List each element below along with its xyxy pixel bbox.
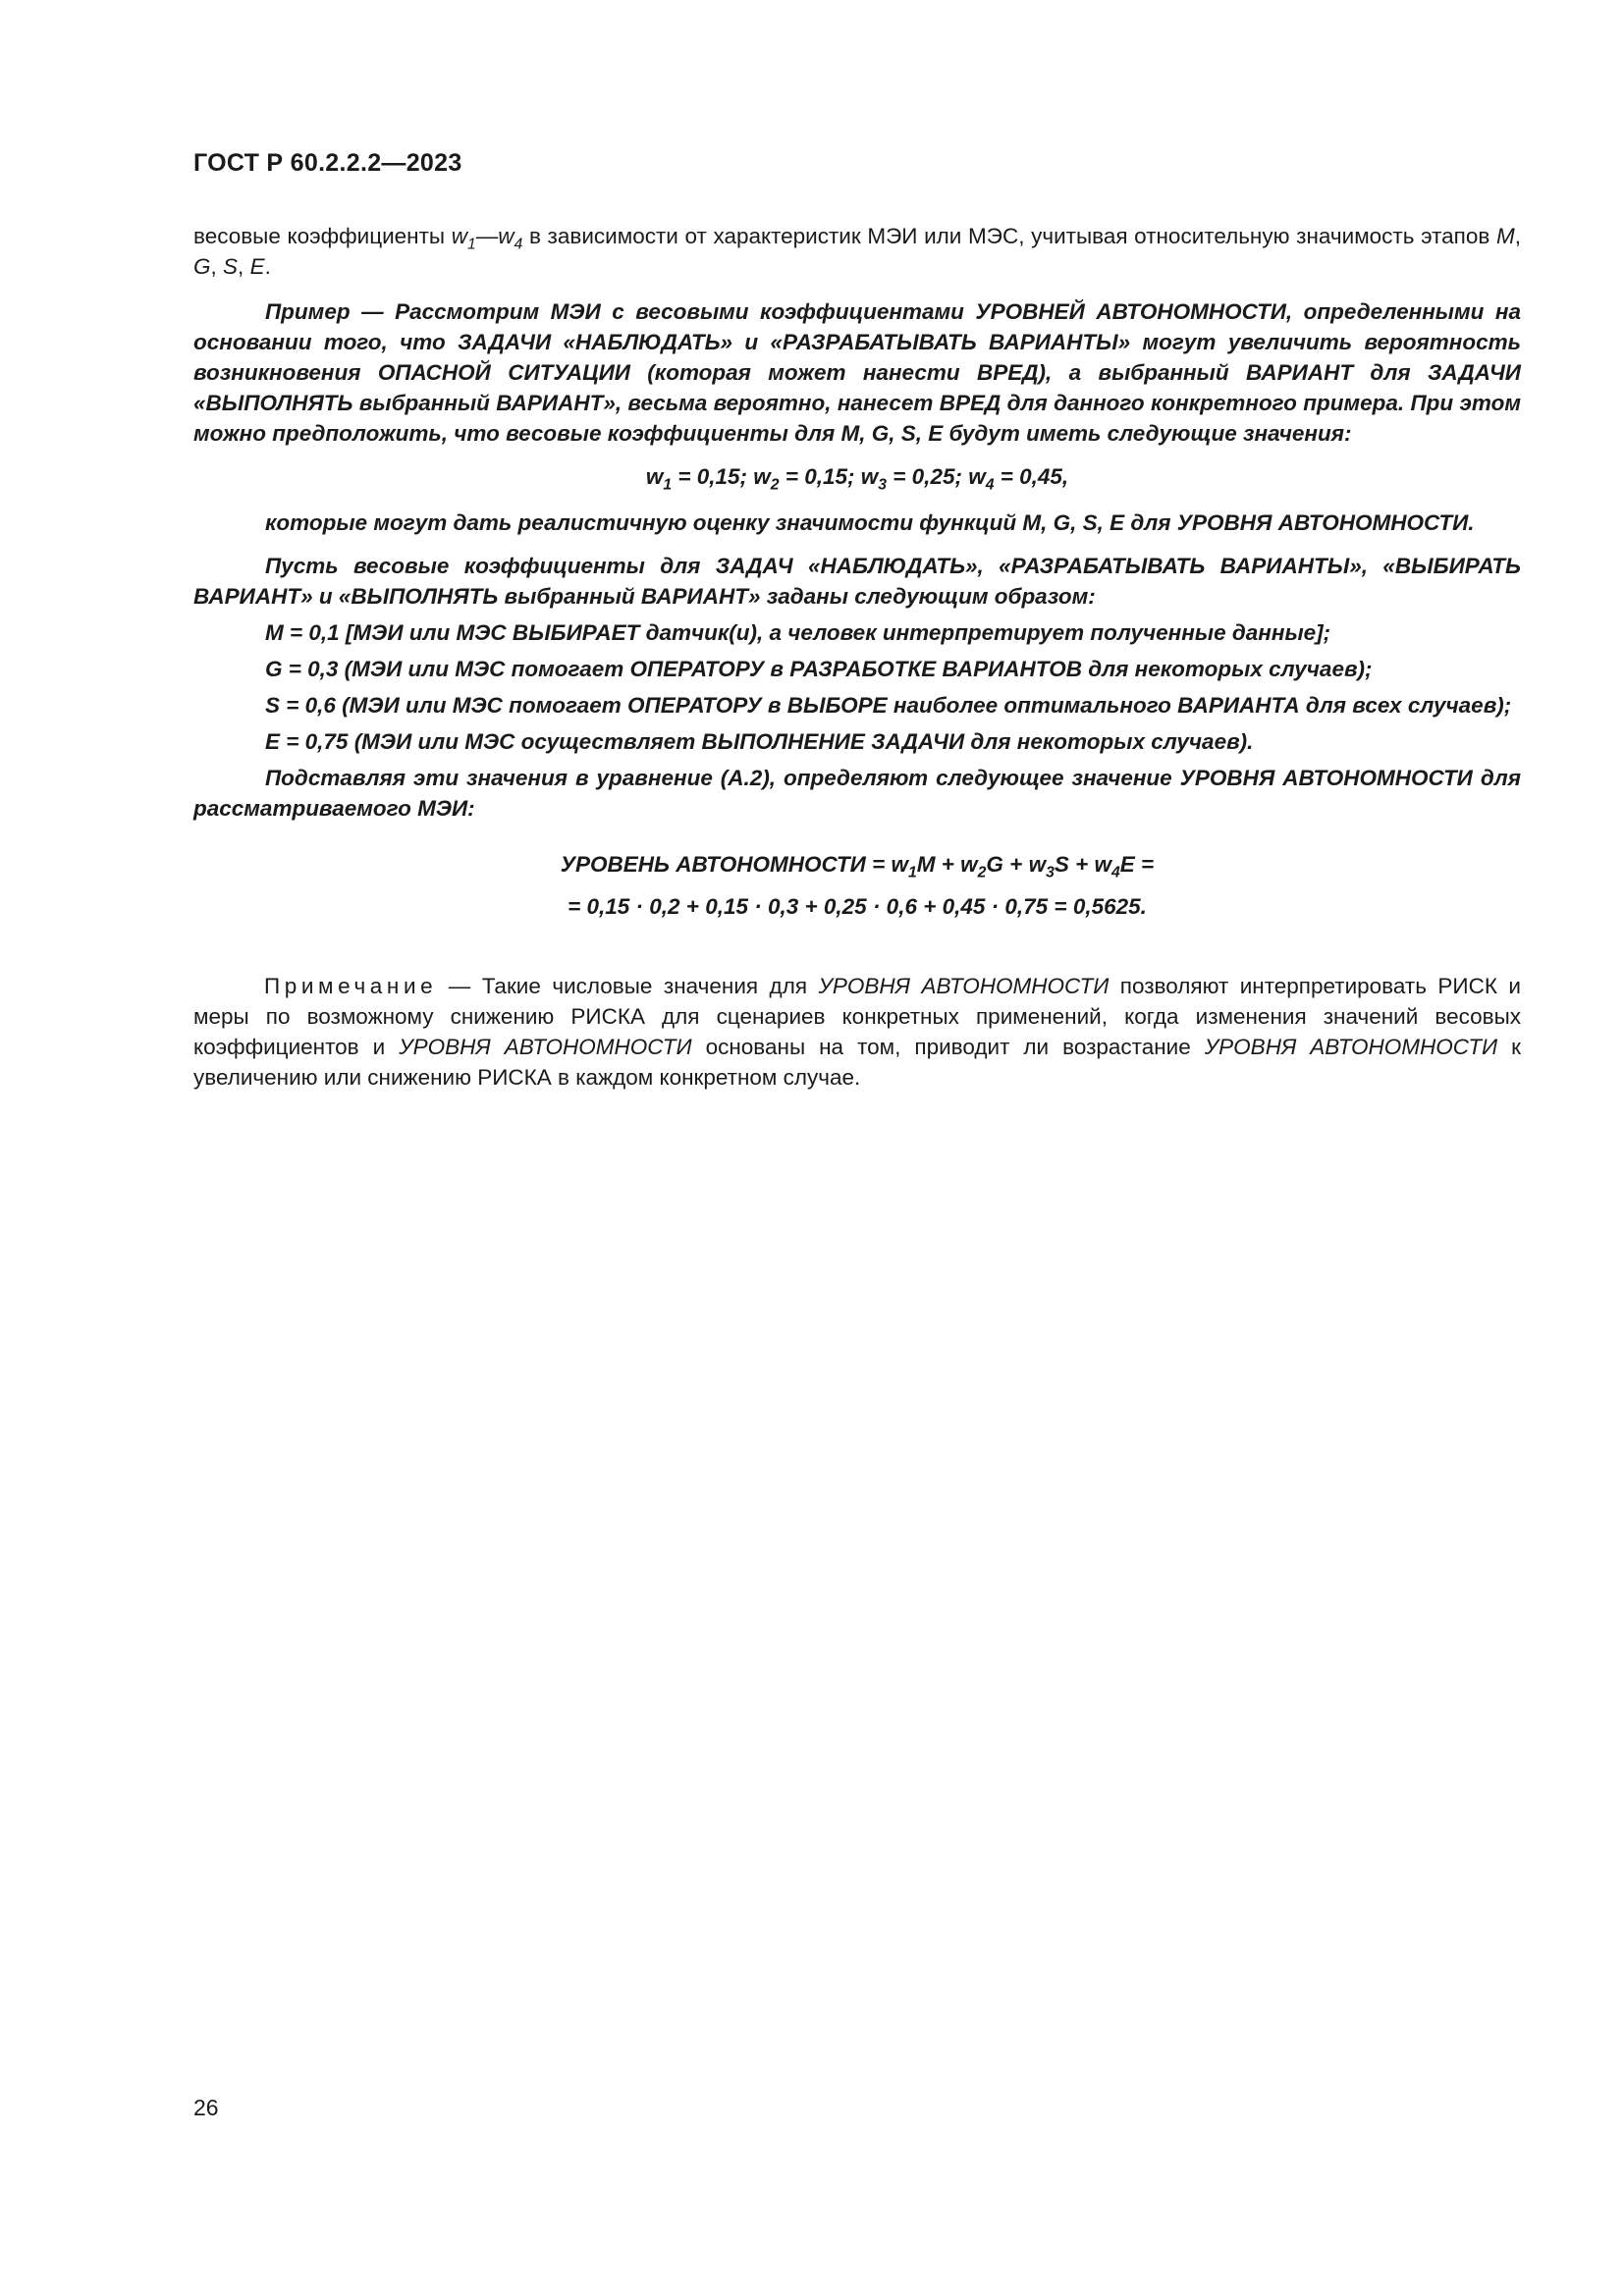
var-w4-sub: 4 xyxy=(514,236,523,253)
weight-w4-value: = 0,45, xyxy=(994,464,1069,489)
intro-text-2: в зависимости от характеристик МЭИ или МЭС, учитывая относительную значимость этапов xyxy=(522,224,1496,248)
example-m-line: M = 0,1 [МЭИ или МЭС ВЫБИРАЕТ датчик(и), а человек интерпретирует полученные данные]; xyxy=(265,620,1331,645)
note-italic-2: УРОВНЯ АВТОНОМНОСТИ xyxy=(399,1035,692,1059)
var-w1 xyxy=(451,224,476,253)
formula-w1-letter: w xyxy=(891,852,908,877)
formula-term-1: M + xyxy=(916,852,961,877)
weight-w3-letter: w xyxy=(860,464,879,489)
var-w4 xyxy=(498,224,523,253)
note-text-2: позволяют интерпретировать РИСК и меры по возможному снижению РИСКА для сценариев конкретных применений, когда изменения значений весовых коэффициентов и xyxy=(193,974,1521,1059)
example-paragraph-2: которые могут дать реалистичную оценку значимости функций M, G, S, E для УРОВНЯ АВТОНОМНОСТИ. xyxy=(265,510,1475,535)
example-paragraph-3: Пусть весовые коэффициенты для ЗАДАЧ «НАБЛЮДАТЬ», «РАЗРАБАТЫВАТЬ ВАРИАНТЫ», «ВЫБИРАТЬ ВАРИАНТ» и «ВЫПОЛНЯТЬ выбранный ВАРИАНТ» заданы следующим образом: xyxy=(193,554,1521,609)
weight-w1-sub: 1 xyxy=(663,476,673,494)
intro-comma-1: , xyxy=(1514,224,1521,248)
example-s-line: S = 0,6 (МЭИ или МЭС помогает ОПЕРАТОРУ в ВЫБОРЕ наиболее оптимального ВАРИАНТА для всех случаев); xyxy=(265,693,1512,718)
intro-comma-2: , xyxy=(210,254,224,279)
var-w1-sub: 1 xyxy=(467,236,476,253)
var-e: E xyxy=(249,254,265,279)
note-label: Примечание xyxy=(264,974,438,998)
page-body xyxy=(193,221,1521,1093)
weight-w2-sub: 2 xyxy=(770,476,780,494)
intro-paragraph xyxy=(193,221,1521,282)
formula-lhs: УРОВЕНЬ АВТОНОМНОСТИ = xyxy=(560,852,892,877)
formula-w2-letter: w xyxy=(960,852,978,877)
formula-term-4: E = xyxy=(1119,852,1155,877)
var-g: G xyxy=(193,254,211,279)
formula-w2-sub: 2 xyxy=(977,864,987,881)
weight-w1-value: = 0,15; xyxy=(672,464,754,489)
intro-dash: — xyxy=(475,224,499,248)
note-text-4: к увеличению или снижению РИСКА в каждом конкретном случае. xyxy=(193,1035,1522,1090)
note-text-1: — Такие числовые значения для xyxy=(437,974,819,998)
example-paragraph-4: Подставляя эти значения в уравнение (A.2), определяют следующее значение УРОВНЯ АВТОНОМНОСТИ для рассматриваемого МЭИ: xyxy=(193,766,1521,821)
weight-w3-value: = 0,25; xyxy=(887,464,969,489)
note-paragraph xyxy=(193,971,1521,1093)
autonomy-formula-line-2: = 0,15 · 0,2 + 0,15 · 0,3 + 0,25 · 0,6 + 0,45 · 0,75 = 0,5625. xyxy=(568,894,1147,919)
formula-w1-sub: 1 xyxy=(907,864,917,881)
note-italic-3: УРОВНЯ АВТОНОМНОСТИ xyxy=(1204,1035,1498,1059)
var-s: S xyxy=(223,254,239,279)
var-w4-letter: w xyxy=(498,224,514,248)
example-e-line: E = 0,75 (МЭИ или МЭС осуществляет ВЫПОЛНЕНИЕ ЗАДАЧИ для некоторых случаев). xyxy=(265,729,1254,754)
autonomy-formula-line-1 xyxy=(193,849,1521,880)
note-italic-1: УРОВНЯ АВТОНОМНОСТИ xyxy=(818,974,1110,998)
formula-w3-letter: w xyxy=(1028,852,1047,877)
weight-w3-sub: 3 xyxy=(878,476,888,494)
intro-end: . xyxy=(264,254,271,279)
formula-w3-sub: 3 xyxy=(1046,864,1055,881)
weight-w4-sub: 4 xyxy=(985,476,995,494)
var-m: M xyxy=(1495,224,1515,248)
example-g-line: G = 0,3 (МЭИ или МЭС помогает ОПЕРАТОРУ в РАЗРАБОТКЕ ВАРИАНТОВ для некоторых случаев); xyxy=(265,657,1373,681)
formula-w4-sub: 4 xyxy=(1111,864,1120,881)
note-text-3: основаны на том, приводит ли возрастание xyxy=(691,1035,1205,1059)
intro-comma-3: , xyxy=(238,254,250,279)
document-header: ГОСТ Р 60.2.2.2—2023 xyxy=(193,149,462,177)
formula-term-3: S + xyxy=(1054,852,1095,877)
weights-formula xyxy=(193,461,1521,492)
weight-w2-letter: w xyxy=(753,464,771,489)
weight-w4-letter: w xyxy=(968,464,986,489)
weight-w1-letter: w xyxy=(645,464,664,489)
formula-w4-letter: w xyxy=(1094,852,1112,877)
example-paragraph-1: Пример — Рассмотрим МЭИ с весовыми коэффициентами УРОВНЕЙ АВТОНОМНОСТИ, определенными на основании того, что ЗАДАЧИ «НАБЛЮДАТЬ» и «РАЗРАБАТЫВАТЬ ВАРИАНТЫ» могут увеличить вероятность возникновения ОПАСНОЙ СИТУАЦИИ (которая может нанести ВРЕД), а выбранный ВАРИАНТ для ЗАДАЧИ «ВЫПОЛНЯТЬ выбранный ВАРИАНТ», весьма вероятно, нанесет ВРЕД для данного конкретного примера. При этом можно предположить, что весовые коэффициенты для M, G, S, E будут иметь следующие значения: xyxy=(193,299,1521,446)
page-number: 26 xyxy=(193,2095,219,2120)
formula-term-2: G + xyxy=(986,852,1029,877)
intro-text-1: весовые коэффициенты xyxy=(193,224,452,248)
weight-w2-value: = 0,15; xyxy=(779,464,861,489)
var-w1-letter: w xyxy=(451,224,467,248)
